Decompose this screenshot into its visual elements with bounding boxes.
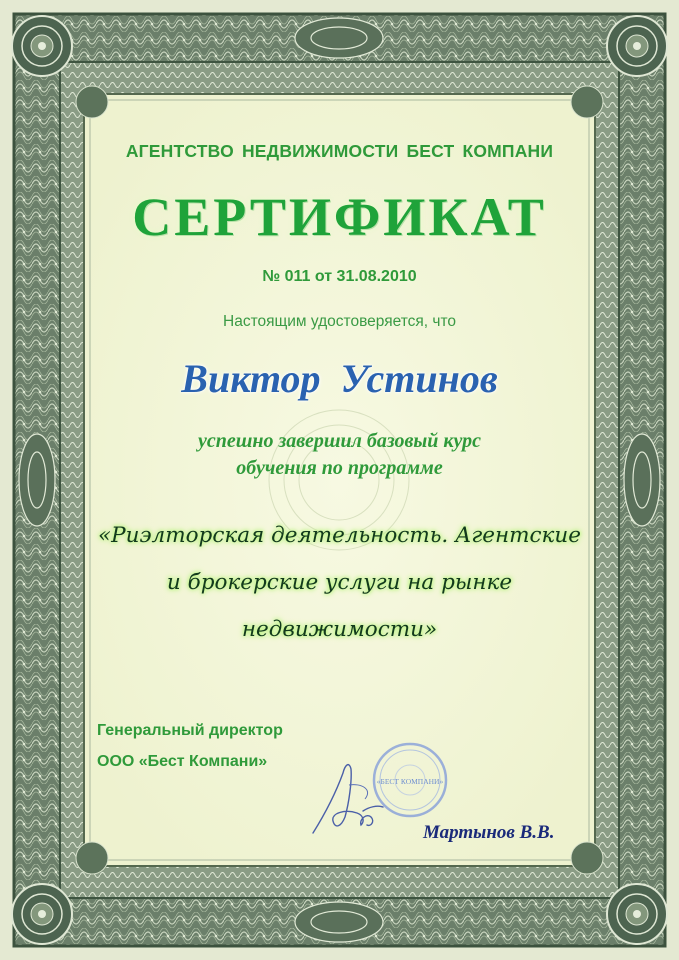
program-line-2: и брокерские услуги на рынке bbox=[166, 570, 513, 595]
position-line-2: ООО «Бест Компани» bbox=[97, 753, 268, 770]
corner-rosette-top-right bbox=[607, 16, 667, 76]
completion-line-2: обучения по программе bbox=[236, 457, 443, 479]
corner-rosette-bottom-left bbox=[12, 884, 72, 944]
agency-name: АГЕНТСТВО НЕДВИЖИМОСТИ БЕСТ КОМПАНИ bbox=[125, 141, 554, 161]
position-line-1: Генеральный директор bbox=[97, 722, 283, 739]
completion-statement bbox=[0, 428, 679, 482]
signer-name: Мартынов В.В. bbox=[423, 822, 555, 843]
program-line-3: недвижимости» bbox=[241, 617, 438, 642]
handwritten-signature bbox=[305, 755, 395, 840]
program-title bbox=[0, 512, 679, 653]
stamp-text: «БЕСТ КОМПАНИ» bbox=[376, 777, 444, 786]
signatory-position bbox=[97, 715, 283, 777]
corner-rosette-bottom-right bbox=[607, 884, 667, 944]
certifies-line: Настоящим удостоверяется, что bbox=[223, 313, 456, 330]
program-line-1: «Риэлторская деятельность. Агентские bbox=[98, 523, 581, 548]
recipient-name: Виктор Устинов bbox=[181, 356, 498, 401]
certificate-title: СЕРТИФИКАТ bbox=[132, 187, 547, 247]
certificate-number: № 011 от 31.08.2010 bbox=[262, 268, 417, 285]
completion-line-1: успешно завершил базовый курс bbox=[197, 430, 482, 452]
corner-rosette-top-left bbox=[12, 16, 72, 76]
